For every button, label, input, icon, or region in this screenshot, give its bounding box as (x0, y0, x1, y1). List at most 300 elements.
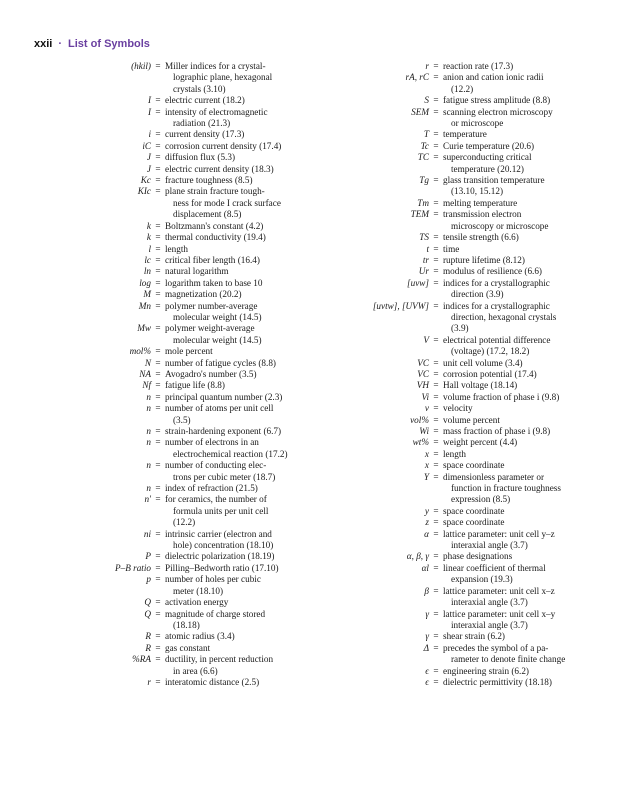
symbol: n (146, 483, 151, 494)
symbol: vol% (410, 414, 429, 425)
equals-sign: = (433, 300, 439, 311)
symbol-entry (34, 221, 304, 232)
definition-line: electrochemical reaction (17.2) (173, 448, 288, 459)
equals-sign: = (155, 95, 161, 106)
symbol-entry (334, 426, 624, 437)
definition-line: index of refraction (21.5) (165, 483, 258, 494)
definition (165, 380, 304, 391)
symbol-entry (334, 666, 624, 677)
equals-sign: = (155, 483, 161, 494)
definition-line: (12.2) (451, 83, 474, 94)
symbol-entry (34, 141, 304, 152)
symbol-entry (34, 358, 304, 369)
symbol-entry (34, 289, 304, 300)
equals-sign: = (155, 220, 161, 231)
definition-line: critical fiber length (16.4) (165, 254, 260, 265)
definition (165, 426, 304, 437)
definition-line: transmission electron (443, 209, 522, 220)
symbol: v (424, 403, 429, 414)
definition-line: dielectric permittivity (18.18) (443, 676, 552, 687)
definition-line: for ceramics, the number of (165, 494, 267, 505)
equals-sign: = (155, 346, 161, 357)
definition (443, 72, 624, 95)
symbol: k (146, 232, 151, 243)
definition-line: indices for a crystallographic (443, 300, 550, 311)
symbol: [uvw] (407, 277, 429, 288)
symbol: J (146, 163, 151, 174)
definition-line: length (165, 243, 188, 254)
symbol-entry (34, 460, 304, 483)
symbol-entry (334, 141, 624, 152)
definition (443, 449, 624, 460)
symbol: I (147, 106, 151, 117)
symbol: iC (142, 140, 151, 151)
definition (443, 551, 624, 562)
definition (443, 437, 624, 448)
symbol-entry (334, 506, 624, 517)
page-header (34, 37, 150, 51)
definition-line: space coordinate (443, 505, 505, 516)
definition (165, 221, 304, 232)
definition-line: glass transition temperature (443, 175, 545, 186)
symbol: M (143, 289, 151, 300)
symbol: Tc (420, 140, 429, 151)
definition-line: current density (17.3) (165, 129, 245, 140)
symbol-entry (34, 152, 304, 163)
equals-sign: = (155, 323, 161, 334)
definition-line: dielectric polarization (18.19) (165, 551, 275, 562)
symbol: z (425, 517, 429, 528)
symbol: I (147, 95, 151, 106)
symbol-entry (34, 346, 304, 357)
definition-line: melting temperature (443, 197, 518, 208)
equals-sign: = (433, 277, 439, 288)
definition-line: principal quantum number (2.3) (165, 391, 283, 402)
symbol-entry (34, 301, 304, 324)
definition-line: expansion (19.3) (451, 574, 513, 585)
symbol-entry (34, 563, 304, 574)
definition (165, 677, 304, 688)
symbol-entry (34, 529, 304, 552)
equals-sign: = (155, 391, 161, 402)
symbol: x (424, 448, 429, 459)
definition-line: mole percent (165, 346, 213, 357)
definition-line: Avogadro's number (3.5) (165, 368, 257, 379)
symbol: l (148, 243, 151, 254)
definition (165, 631, 304, 642)
equals-sign: = (155, 232, 161, 243)
definition (443, 141, 624, 152)
symbol-entry (334, 61, 624, 72)
equals-sign: = (433, 72, 439, 83)
symbol: γ (425, 631, 429, 642)
symbol: ln (143, 266, 151, 277)
symbol-entry (334, 437, 624, 448)
symbol: TC (417, 152, 429, 163)
definition (165, 95, 304, 106)
equals-sign: = (433, 608, 439, 619)
equals-sign: = (433, 140, 439, 151)
symbol-entry (334, 563, 624, 586)
symbol: (hkil) (131, 61, 151, 71)
definition-line: precedes the symbol of a pa- (443, 642, 549, 653)
equals-sign: = (433, 380, 439, 391)
equals-sign: = (155, 163, 161, 174)
symbol: ni (143, 528, 151, 539)
definition-line: lattice parameter: unit cell y–z (443, 528, 555, 539)
symbol-entry (34, 426, 304, 437)
equals-sign: = (155, 152, 161, 163)
symbol: log (139, 277, 151, 288)
definition-line: fracture toughness (8.5) (165, 175, 253, 186)
definition-line: number of electrons in an (165, 437, 259, 448)
definition-line: interatomic distance (2.5) (165, 676, 260, 687)
definition-line: (3.9) (451, 323, 469, 334)
header-bullet: · (58, 38, 63, 50)
symbol: lc (144, 254, 151, 265)
definition (443, 380, 624, 391)
symbol: γ (425, 608, 429, 619)
definition-line: in area (6.6) (173, 665, 218, 676)
symbol-entry (334, 551, 624, 562)
symbol: VH (416, 380, 429, 391)
equals-sign: = (433, 391, 439, 402)
symbol-entry (334, 129, 624, 140)
symbol-entry (34, 437, 304, 460)
definition (443, 472, 624, 506)
equals-sign: = (433, 254, 439, 265)
equals-sign: = (155, 368, 161, 379)
symbol: n (146, 437, 151, 448)
definition-line: ness for mode I crack surface (173, 197, 281, 208)
symbol: V (423, 334, 429, 345)
definition-line: hole) concentration (18.10) (173, 540, 274, 551)
definition (443, 335, 624, 358)
equals-sign: = (433, 676, 439, 687)
symbol-entry (334, 335, 624, 358)
definition (165, 141, 304, 152)
definition (165, 609, 304, 632)
symbol: P–B ratio (115, 562, 151, 573)
symbol: Y (423, 471, 429, 482)
symbol-entry (34, 369, 304, 380)
symbol: Wi (419, 426, 429, 436)
equals-sign: = (155, 631, 161, 642)
definition-line: scanning electron microscopy (443, 106, 553, 117)
symbol: Tm (417, 197, 429, 208)
definition (165, 186, 304, 220)
equals-sign: = (433, 528, 439, 539)
definition-line: Curie temperature (20.6) (443, 140, 535, 151)
definition-line: modulus of resilience (6.6) (443, 266, 542, 277)
definition-line: molecular weight (14.5) (173, 334, 262, 345)
symbol-entry (334, 415, 624, 426)
definition (443, 61, 624, 72)
symbol-entry (34, 266, 304, 277)
definition (443, 460, 624, 471)
symbol-entry (34, 278, 304, 289)
symbol-entry (34, 129, 304, 140)
symbol: r (147, 676, 151, 687)
definition-line: linear coefficient of thermal (443, 562, 546, 573)
symbol-entry (34, 631, 304, 642)
definition (443, 506, 624, 517)
definition-line: shear strain (6.2) (443, 631, 505, 642)
symbol: n (146, 403, 151, 414)
equals-sign: = (433, 414, 439, 425)
equals-sign: = (433, 585, 439, 596)
equals-sign: = (155, 140, 161, 151)
symbol-entry (34, 61, 304, 95)
symbol-entry (34, 677, 304, 688)
symbol: ϵ (425, 665, 429, 676)
definition-line: space coordinate (443, 517, 505, 528)
equals-sign: = (155, 460, 161, 471)
symbol: NA (139, 368, 151, 379)
definition-line: trons per cubic meter (18.7) (173, 471, 276, 482)
equals-sign: = (433, 95, 439, 106)
symbol-entry (334, 278, 624, 301)
symbol: α (424, 528, 429, 539)
definition-line: corrosion current density (17.4) (165, 140, 282, 151)
definition (165, 358, 304, 369)
symbol: P (145, 551, 151, 562)
definition-line: activation energy (165, 597, 229, 608)
definition (165, 392, 304, 403)
equals-sign: = (433, 61, 439, 71)
definition-line: number of conducting elec- (165, 460, 267, 471)
symbol-entry (334, 677, 624, 688)
definition-line: electric current (18.2) (165, 95, 245, 106)
symbol: VC (417, 357, 429, 368)
definition-line: mass fraction of phase i (9.8) (443, 426, 551, 436)
symbol: t (426, 243, 429, 254)
definition-line: dimensionless parameter or (443, 471, 545, 482)
equals-sign: = (155, 175, 161, 186)
definition-line: space coordinate (443, 460, 505, 471)
equals-sign: = (155, 676, 161, 687)
definition-line: time (443, 243, 460, 254)
symbol: rA, rC (405, 72, 429, 83)
equals-sign: = (155, 528, 161, 539)
definition (165, 597, 304, 608)
symbol-entry (34, 597, 304, 608)
definition-line: temperature (20.12) (451, 163, 524, 174)
equals-sign: = (433, 403, 439, 414)
definition (443, 369, 624, 380)
definition-line: corrosion potential (17.4) (443, 368, 537, 379)
definition (443, 175, 624, 198)
definition (165, 574, 304, 597)
equals-sign: = (155, 574, 161, 585)
symbol: Mn (138, 300, 151, 311)
definition-line: strain-hardening exponent (6.7) (165, 426, 282, 436)
symbol: [uvtw], [UVW] (372, 300, 429, 311)
equals-sign: = (433, 243, 439, 254)
definition-line: (18.18) (173, 619, 200, 630)
symbol-entry (334, 609, 624, 632)
equals-sign: = (433, 517, 439, 528)
equals-sign: = (433, 129, 439, 140)
equals-sign: = (433, 152, 439, 163)
symbol: TS (419, 232, 429, 243)
equals-sign: = (155, 254, 161, 265)
symbol: n' (144, 494, 151, 505)
equals-sign: = (155, 597, 161, 608)
definition (165, 301, 304, 324)
symbol-entry (34, 107, 304, 130)
definition-line: thermal conductivity (19.4) (165, 232, 266, 243)
symbol: Nf (142, 380, 151, 391)
equals-sign: = (433, 232, 439, 243)
definition (443, 107, 624, 130)
definition (443, 643, 624, 666)
symbol: k (146, 220, 151, 231)
definition (165, 643, 304, 654)
symbol: Δ (423, 642, 429, 653)
equals-sign: = (155, 551, 161, 562)
equals-sign: = (433, 642, 439, 653)
definition-line: microscopy or microscope (451, 220, 549, 231)
definition-line: displacement (8.5) (173, 209, 242, 220)
symbol: SEM (411, 106, 429, 117)
symbol: N (144, 357, 151, 368)
symbol-entry (34, 483, 304, 494)
definition-line: Boltzmann's constant (4.2) (165, 220, 264, 231)
equals-sign: = (155, 494, 161, 505)
definition-line: superconducting critical (443, 152, 532, 163)
symbol: VC (417, 368, 429, 379)
definition-line: diffusion flux (5.3) (165, 152, 236, 163)
symbol: J (146, 152, 151, 163)
symbol-entry (34, 186, 304, 220)
definition-line: phase designations (443, 551, 513, 562)
symbol-entry (34, 175, 304, 186)
symbol: n (146, 426, 151, 436)
equals-sign: = (155, 608, 161, 619)
definition-line: expression (8.5) (451, 494, 511, 505)
equals-sign: = (433, 562, 439, 573)
symbol-entry (334, 72, 624, 95)
definition (443, 529, 624, 552)
definition (443, 129, 624, 140)
definition-line: natural logarithm (165, 266, 229, 277)
definition-line: Miller indices for a crystal- (165, 61, 266, 71)
symbol-entry (334, 380, 624, 391)
definition (165, 152, 304, 163)
definition-line: function in fracture toughness (451, 483, 561, 494)
equals-sign: = (433, 448, 439, 459)
symbol-entry (34, 95, 304, 106)
definition-line: interaxial angle (3.7) (451, 540, 528, 551)
definition-line: electric current density (18.3) (165, 163, 274, 174)
definition-line: reaction rate (17.3) (443, 61, 514, 71)
symbol-entry (334, 301, 624, 335)
definition-line: ductility, in percent reduction (165, 654, 274, 665)
definition (165, 403, 304, 426)
equals-sign: = (155, 243, 161, 254)
definition-line: molecular weight (14.5) (173, 311, 262, 322)
right-symbol-column (334, 61, 624, 688)
definition-line: tensile strength (6.6) (443, 232, 519, 243)
symbol-entry (34, 164, 304, 175)
definition (443, 426, 624, 437)
symbol: p (146, 574, 151, 585)
symbol: ϵ (425, 676, 429, 687)
equals-sign: = (155, 266, 161, 277)
symbol: %RA (132, 654, 151, 665)
definition-line: anion and cation ionic radii (443, 72, 544, 83)
definition (165, 232, 304, 243)
definition-line: (12.2) (173, 517, 196, 528)
definition-line: rameter to denote finite change (451, 654, 566, 665)
definition (165, 460, 304, 483)
definition (443, 677, 624, 688)
symbol-entry (34, 323, 304, 346)
symbol-entry (334, 95, 624, 106)
equals-sign: = (155, 426, 161, 436)
symbol-entry (334, 403, 624, 414)
symbol: y (424, 505, 429, 516)
symbol-entry (334, 232, 624, 243)
symbol-entry (334, 358, 624, 369)
symbol-entry (334, 643, 624, 666)
symbol: mol% (129, 346, 151, 357)
symbol-entry (34, 255, 304, 266)
equals-sign: = (433, 209, 439, 220)
definition-line: gas constant (165, 642, 211, 653)
symbol: Tg (419, 175, 429, 186)
equals-sign: = (155, 357, 161, 368)
equals-sign: = (155, 654, 161, 665)
definition-line: interaxial angle (3.7) (451, 619, 528, 630)
page-title: List of Symbols (68, 38, 150, 50)
symbol-entry (334, 369, 624, 380)
equals-sign: = (433, 426, 439, 436)
symbol-entry (334, 107, 624, 130)
symbol-entry (334, 586, 624, 609)
definition (443, 266, 624, 277)
definition (165, 529, 304, 552)
definition-line: temperature (443, 129, 487, 140)
definition-line: engineering strain (6.2) (443, 665, 529, 676)
left-symbol-column (34, 61, 304, 688)
equals-sign: = (155, 300, 161, 311)
definition-line: Pilling–Bedworth ratio (17.10) (165, 562, 279, 573)
definition-line: logarithm taken to base 10 (165, 277, 263, 288)
definition (443, 415, 624, 426)
symbol: r (425, 61, 429, 71)
symbol-entry (334, 198, 624, 209)
definition (165, 437, 304, 460)
symbol-entry (334, 392, 624, 403)
symbol-entry (34, 654, 304, 677)
definition (165, 551, 304, 562)
equals-sign: = (155, 642, 161, 653)
equals-sign: = (433, 665, 439, 676)
definition-line: fatigue stress amplitude (8.8) (443, 95, 551, 106)
equals-sign: = (433, 505, 439, 516)
definition (165, 244, 304, 255)
symbol: Kc (140, 175, 151, 186)
definition (165, 494, 304, 528)
definition-line: magnetization (20.2) (165, 289, 242, 300)
definition (165, 563, 304, 574)
page-number: xxii (34, 38, 53, 50)
symbol: S (424, 95, 429, 106)
equals-sign: = (155, 129, 161, 140)
definition-line: crystals (3.10) (173, 83, 226, 94)
